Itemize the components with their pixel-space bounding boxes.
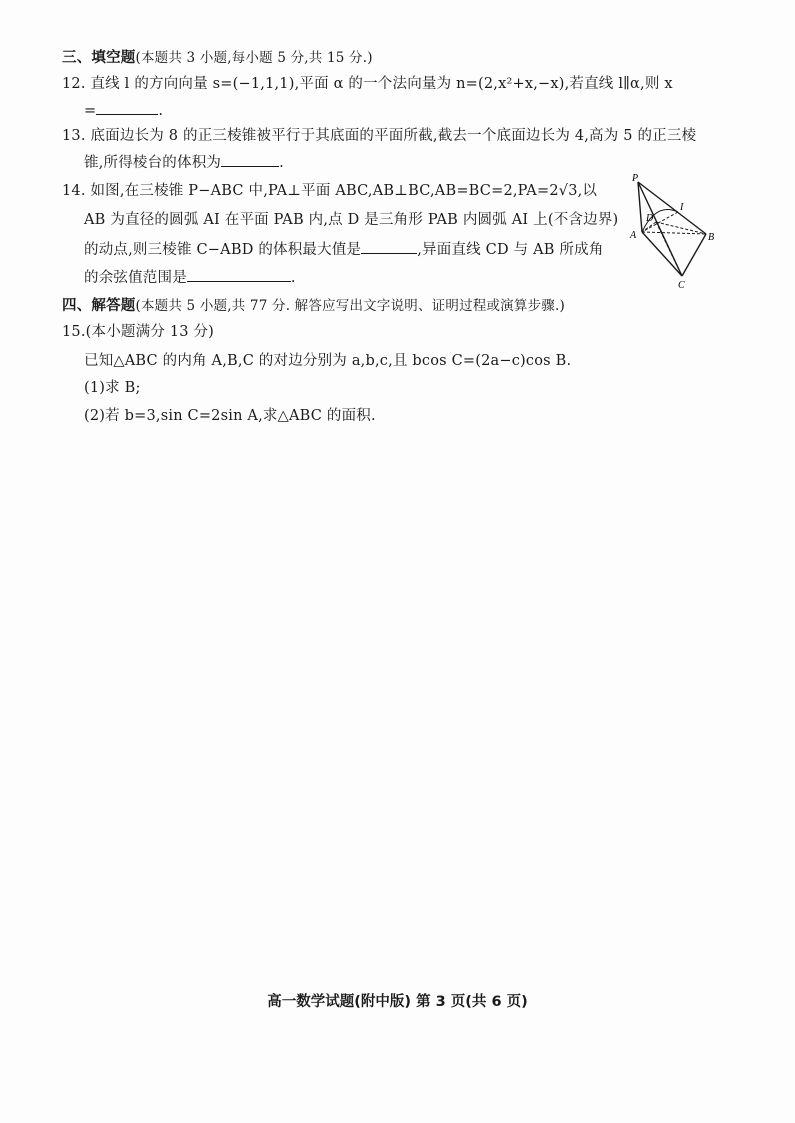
question-13-line-2-prefix: 锥,所得棱台的体积为 <box>84 155 222 171</box>
question-13-line-2 <box>84 152 284 173</box>
tetrahedron-figure <box>628 172 718 290</box>
question-15-part-2: (2)若 b=3,sin C=2sin A,求△ABC 的面积. <box>84 408 376 424</box>
figure-label-b: B <box>708 232 715 243</box>
section-3-note: (本题共 3 小题,每小题 5 分,共 15 分.) <box>135 50 373 66</box>
section-3-header <box>62 48 373 68</box>
question-15-header: 15.(本小题满分 13 分) <box>62 324 215 340</box>
question-13-line-1: 13. 底面边长为 8 的正三棱锥被平行于其底面的平面所截,截去一个底面边长为 4,高为 5 的正三棱 <box>62 128 697 144</box>
question-14-line-1: 14. 如图,在三棱锥 P−ABC 中,PA⊥平面 ABC,AB⊥BC,AB=BC=2,PA=2√3,以 <box>62 183 598 199</box>
question-15-stem: 已知△ABC 的内角 A,B,C 的对边分别为 a,b,c,且 bcos C=(2a−c)cos B. <box>84 353 572 369</box>
question-13-answer-blank[interactable] <box>221 152 279 167</box>
question-12-line-2 <box>84 100 163 121</box>
question-12-line-1: 12. 直线 l 的方向向量 s=(−1,1,1),平面 α 的一个法向量为 n=(2,x²+x,−x),若直线 l∥α,则 x <box>62 76 673 92</box>
figure-label-d: D <box>646 213 654 224</box>
section-4-note: (本题共 5 小题,共 77 分. 解答应写出文字说明、证明过程或演算步骤.) <box>135 298 565 314</box>
question-14-line-3 <box>84 239 604 260</box>
section-4-header <box>62 296 565 316</box>
figure-label-i: I <box>680 202 684 213</box>
question-14-line-3-suffix: ,异面直线 CD 与 AB 所成角 <box>417 242 604 258</box>
figure-label-p: P <box>632 173 639 184</box>
question-15-part-1: (1)求 B; <box>84 380 141 396</box>
question-14-line-4-prefix: 的余弦值范围是 <box>84 270 187 286</box>
figure-label-c: C <box>678 280 685 290</box>
question-12-line-2-suffix: . <box>158 103 164 119</box>
section-4-title: 四、解答题 <box>62 297 136 314</box>
question-14-line-4 <box>84 267 296 288</box>
question-14-answer-blank-1[interactable] <box>361 239 417 254</box>
question-12-line-2-prefix: = <box>84 103 97 119</box>
figure-label-a: A <box>630 230 637 241</box>
page-footer: 高一数学试题(附中版) 第 3 页(共 6 页) <box>267 994 528 1010</box>
question-13-line-2-suffix: . <box>279 155 284 171</box>
question-14-line-3-prefix: 的动点,则三棱锥 C−ABD 的体积最大值是 <box>84 242 362 258</box>
question-12-answer-blank[interactable] <box>96 100 158 115</box>
question-14-line-2: AB 为直径的圆弧 AI 在平面 PAB 内,点 D 是三角形 PAB 内圆弧 AI 上(不含边界) <box>84 212 619 228</box>
question-14-line-4-suffix: . <box>290 270 296 286</box>
question-14-answer-blank-2[interactable] <box>187 267 291 282</box>
section-3-title: 三、填空题 <box>62 49 136 66</box>
